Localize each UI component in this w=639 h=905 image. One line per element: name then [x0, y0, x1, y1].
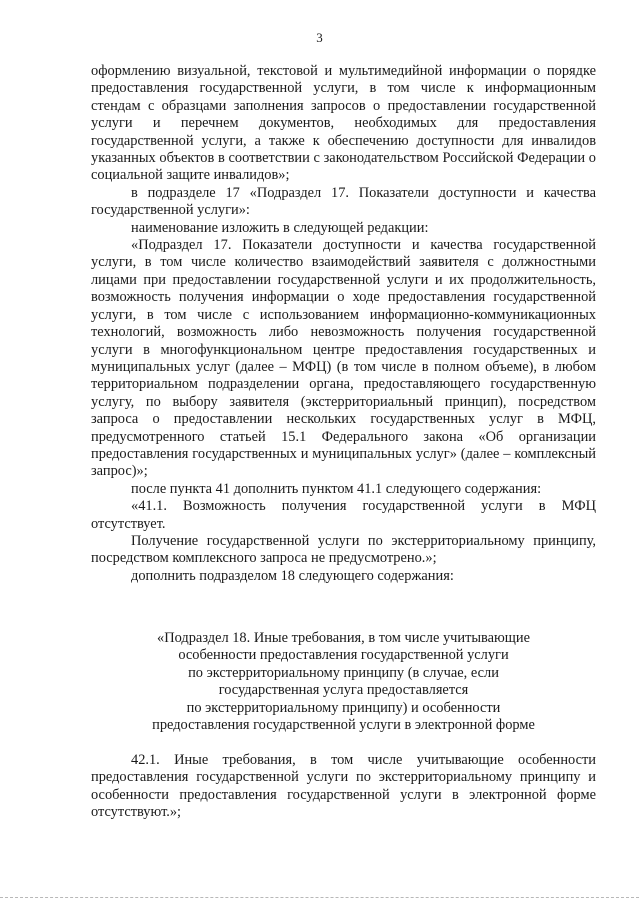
page-number: 3 [316, 30, 323, 45]
heading-line: по экстерриториальному принципу) и особенности [186, 699, 501, 716]
heading-line: по экстерриториальному принципу (в случае, если [188, 664, 499, 681]
paragraph-point-41-1: «41.1. Возможность получения государственной услуги в МФЦ отсутствует. [91, 498, 596, 532]
heading-line: «Подраздел 18. Иные требования, в том числе учитывающие [157, 630, 530, 646]
paragraph-after-point-41: после пункта 41 дополнить пунктом 41.1 следующего содержания: [131, 480, 542, 497]
paragraph-subsection-17-new-title: «Подраздел 17. Показатели доступности и качества государственной услуги, в том числе количество взаимодействий заявителя с должностными лицами при предоставлении государственной услуги и их продолжительность, возможность получения информации о ходе предоставления государственной услуги, в том числе с использованием информационно-коммуникационных технологий, возможность либо невозможность получения государственной услуги в многофункциональном центре предоставления государственных и муниципальных услуг (далее – МФЦ) (в том числе в полном объеме), в любом территориальном подразделении органа, предоставляющего государственную услугу, по выбору заявителя (экстерриториальный принцип), посредством запроса о предоставлении нескольких государственных услуг в МФЦ, предусмотренного статьей 15.1 Федерального закона «Об организации предоставления государственных и муниципальных услуг» (далее – комплексный запрос)»; [91, 237, 596, 480]
heading-line: государственная услуга предоставляется [218, 682, 469, 699]
paragraph-point-42-1: 42.1. Иные требования, в том числе учитывающие особенности предоставления государственной услуги по экстерриториальному принципу и особенности предоставления государственной услуги в электронной форме отсутствуют.»; [91, 752, 596, 821]
heading-line: предоставления государственной услуги в электронной форме [152, 717, 535, 734]
paragraph-subsection-17: в подразделе 17 «Подраздел 17. Показатели доступности и качества государственной услуги»: [91, 184, 596, 219]
paragraph-rename-instruction: наименование изложить в следующей редакции: [131, 219, 429, 236]
scan-edge-line [0, 897, 639, 898]
paragraph-add-subsection-18: дополнить подразделом 18 следующего содержания: [131, 567, 454, 584]
paragraph-extraterritorial: Получение государственной услуги по экстерриториальному принципу, посредством комплексного запроса не предусмотрено.»; [91, 532, 596, 567]
subsection-18-heading [91, 630, 596, 734]
paragraph-continuation: оформлению визуальной, текстовой и мультимедийной информации о порядке предоставления государственной услуги, в том числе к информационным стендам с образцами заполнения запросов о предоставлении государственной услуги и перечнем документов, необходимых для предоставления государственной услуги, а также к обеспечению доступности для инвалидов указанных объектов в соответствии с законодательством Российской Федерации о социальной защите инвалидов»; [91, 63, 596, 184]
heading-line: особенности предоставления государственной услуги [178, 647, 509, 664]
body-text [91, 63, 596, 585]
final-text [91, 752, 596, 822]
